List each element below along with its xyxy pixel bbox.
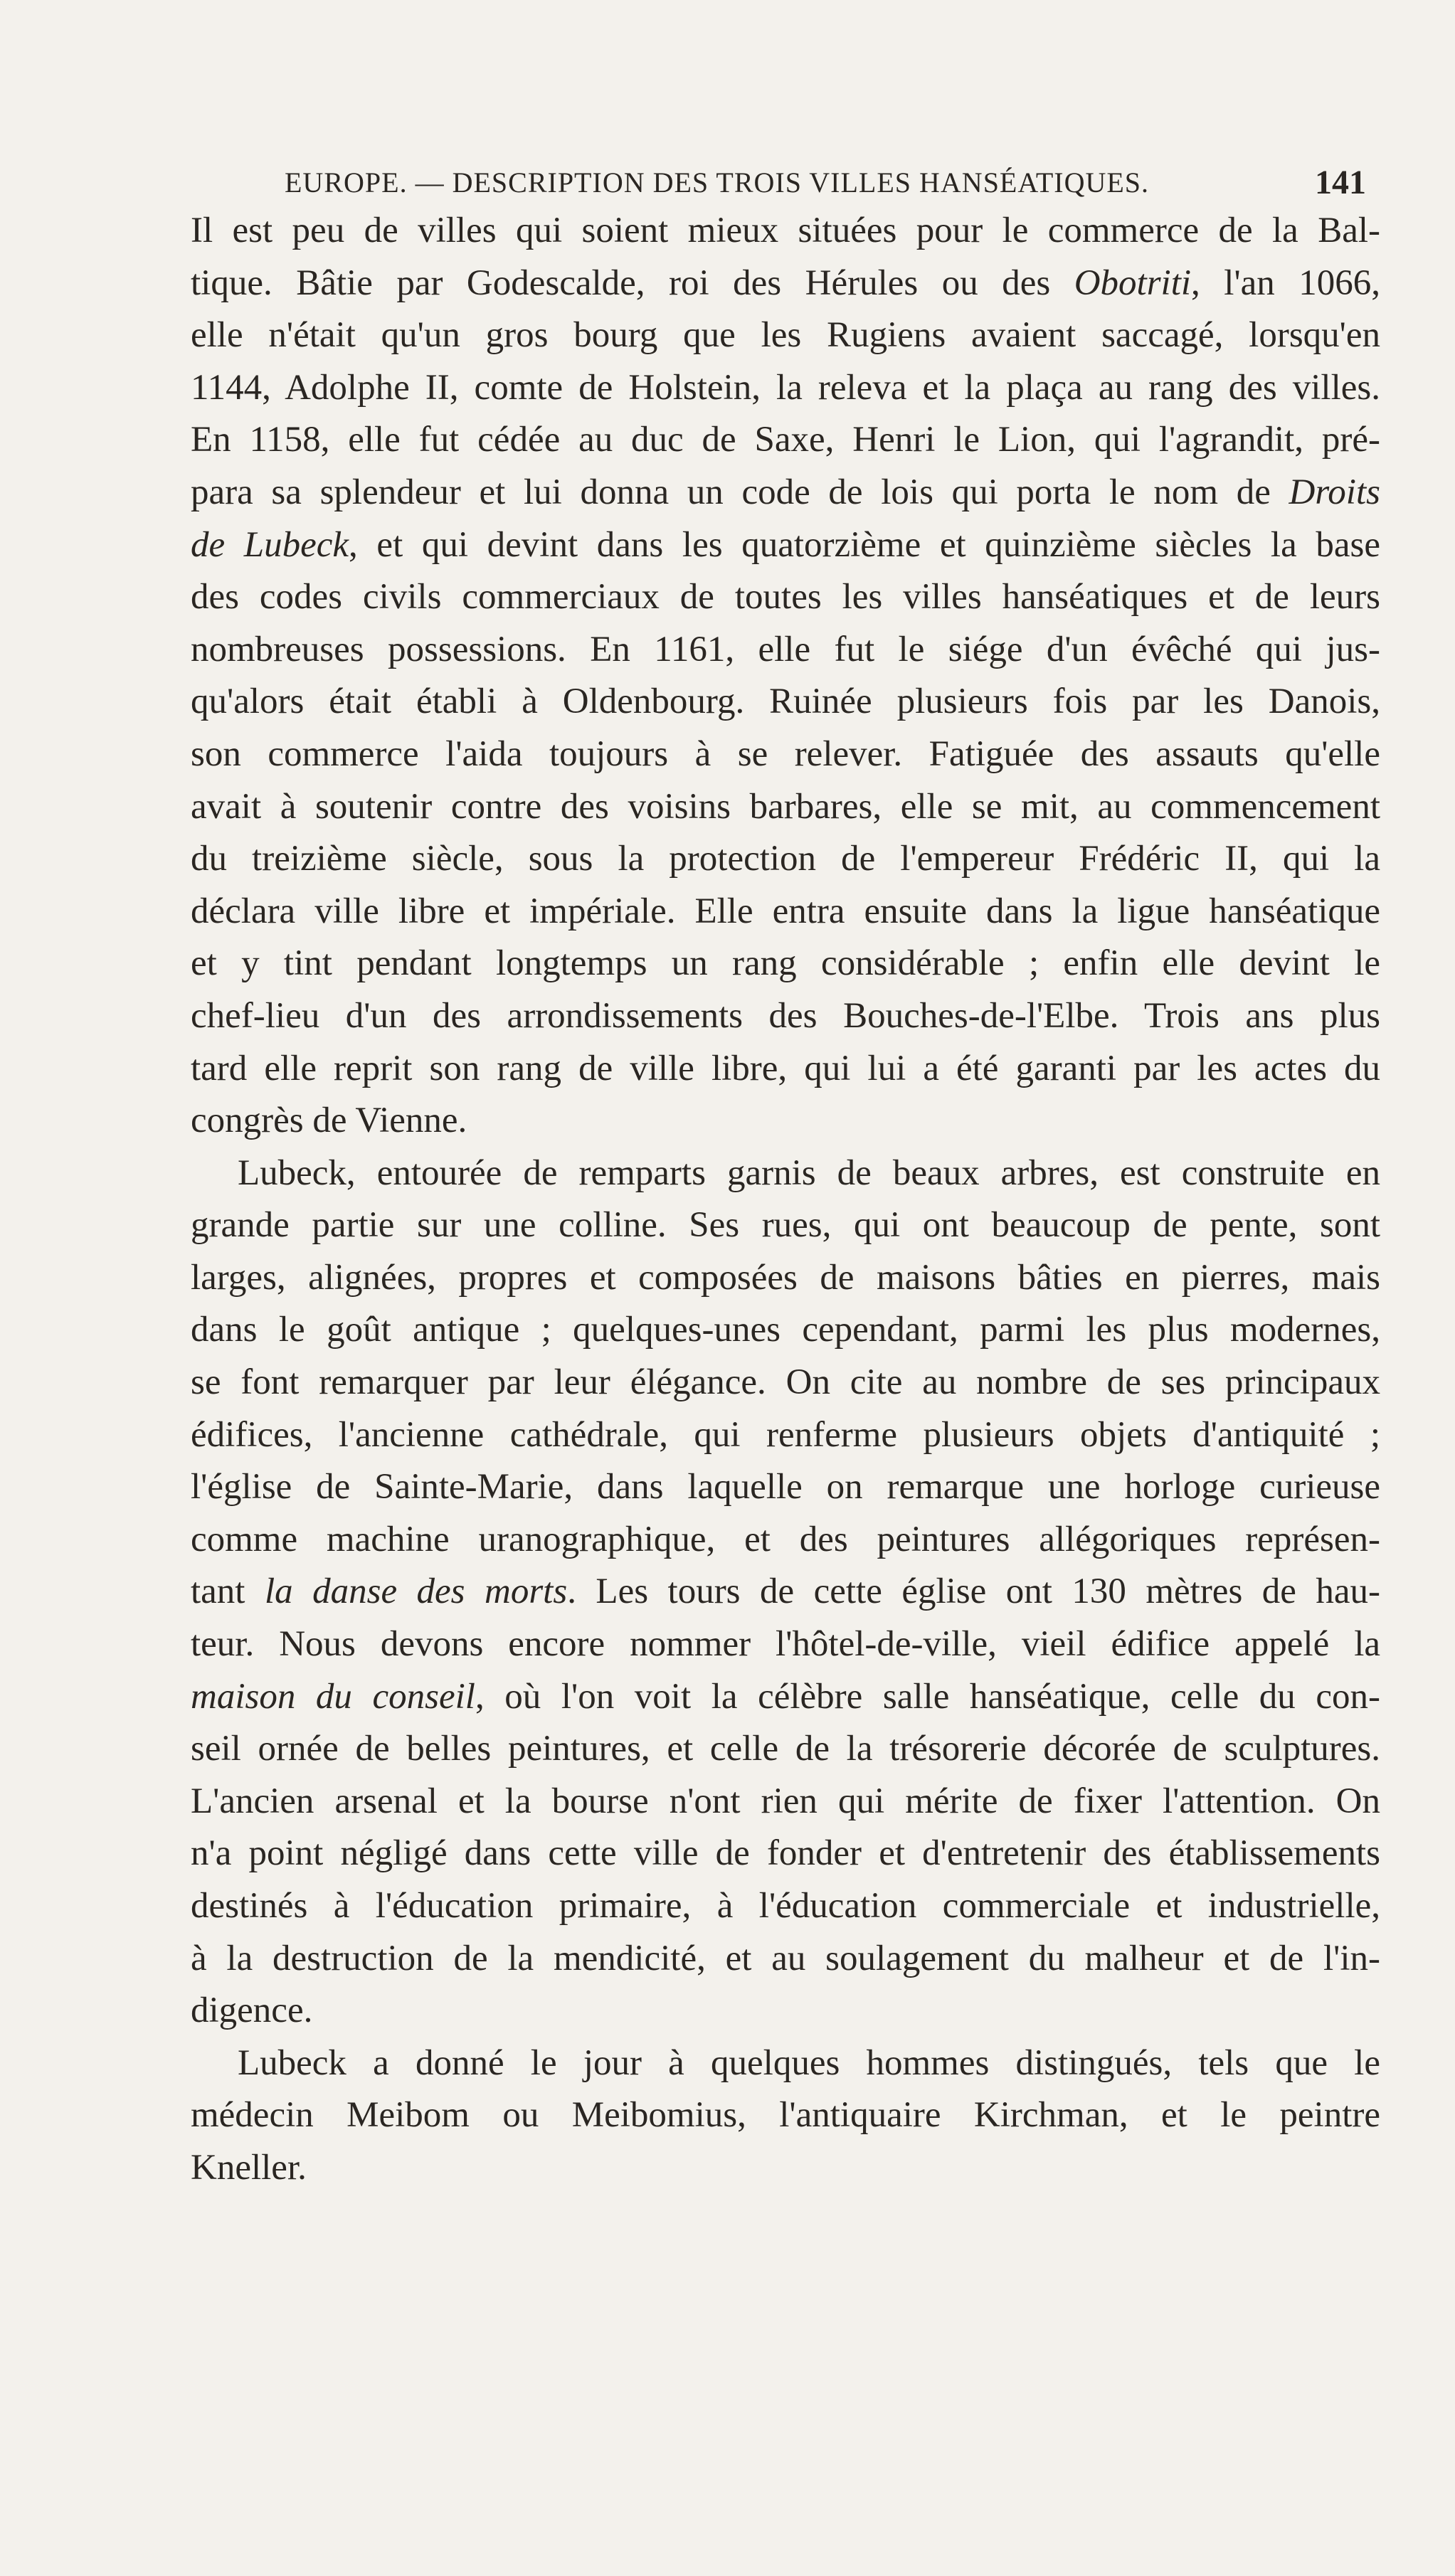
text-line: déclara ville libre et impériale. Elle entra ensuite dans la ligue hanséatique bbox=[191, 891, 1380, 931]
text-line: édifices, l'ancienne cathédrale, qui renferme plusieurs objets d'antiquité ; bbox=[191, 1414, 1380, 1455]
text-line: des codes civils commerciaux de toutes les villes hanséatiques et de leurs bbox=[191, 577, 1380, 618]
text-line bbox=[191, 519, 1380, 572]
text-line bbox=[191, 1566, 1380, 1618]
text-line: grande partie sur une colline. Ses rues, qui ont beaucoup de pente, sont bbox=[191, 1205, 1380, 1246]
text-run: para sa splendeur et lui donna un code de lois qui porta le nom de bbox=[191, 472, 1271, 512]
italic-term: maison du conseil bbox=[191, 1676, 475, 1717]
paragraph-lubeck-notables bbox=[191, 2037, 1380, 2195]
page-number: 141 bbox=[1315, 164, 1366, 201]
text-line: teur. Nous devons encore nommer l'hôtel-de-ville, vieil édifice appelé la bbox=[191, 1624, 1380, 1665]
text-run: tique. Bâtie par Godescalde, roi des Hérules ou des bbox=[191, 263, 1051, 303]
text-line: se font remarquer par leur élégance. On cite au nombre de ses principaux bbox=[191, 1362, 1380, 1403]
text-line: 1144, Adolphe II, comte de Holstein, la releva et la plaça au rang des villes. bbox=[191, 367, 1380, 408]
text-run: , l'an 1066, bbox=[1191, 263, 1380, 303]
text-run: , où l'on voit la célèbre salle hanséatique, celle du con- bbox=[475, 1676, 1380, 1717]
text-line: avait à soutenir contre des voisins barbares, elle se mit, au commencement bbox=[191, 786, 1380, 827]
text-line bbox=[191, 1671, 1380, 1724]
text-line: Kneller. bbox=[191, 2147, 307, 2188]
italic-term: Obotriti bbox=[1074, 263, 1192, 303]
text-line: tard elle reprit son rang de ville libre, qui lui a été garanti par les actes du bbox=[191, 1048, 1380, 1088]
page-header bbox=[285, 158, 1366, 208]
italic-term: la danse des morts bbox=[264, 1571, 568, 1612]
text-line: congrès de Vienne. bbox=[191, 1101, 467, 1141]
text-line: médecin Meibom ou Meibomius, l'antiquaire Kirchman, et le peintre bbox=[191, 2095, 1380, 2136]
running-title: EUROPE. — DESCRIPTION DES TROIS VILLES HANSÉATIQUES. bbox=[285, 166, 1150, 198]
text-line: Lubeck, entourée de remparts garnis de beaux arbres, est construite en bbox=[238, 1152, 1380, 1193]
text-line: destinés à l'éducation primaire, à l'éducation commerciale et industrielle, bbox=[191, 1886, 1380, 1926]
text-line bbox=[191, 258, 1380, 310]
text-line: elle n'était qu'un gros bourg que les Rugiens avaient saccagé, lorsqu'en bbox=[191, 315, 1380, 356]
text-line: Lubeck a donné le jour à quelques hommes distingués, tels que le bbox=[238, 2042, 1380, 2083]
text-line: l'église de Sainte-Marie, dans laquelle on remarque une horloge curieuse bbox=[191, 1467, 1380, 1507]
text-line: du treizième siècle, sous la protection de l'empereur Frédéric II, qui la bbox=[191, 839, 1380, 879]
text-line: seil ornée de belles peintures, et celle de la trésorerie décorée de sculptures. bbox=[191, 1729, 1380, 1769]
text-line: n'a point négligé dans cette ville de fonder et d'entretenir des établissements bbox=[191, 1833, 1380, 1874]
text-line: dans le goût antique ; quelques-unes cependant, parmi les plus modernes, bbox=[191, 1310, 1380, 1350]
text-line: larges, alignées, propres et composées de maisons bâties en pierres, mais bbox=[191, 1257, 1380, 1298]
italic-term: de Lubeck bbox=[191, 524, 349, 565]
text-line: nombreuses possessions. En 1161, elle fut le siége d'un évêché qui jus- bbox=[191, 629, 1380, 669]
text-line: à la destruction de la mendicité, et au soulagement du malheur et de l'in- bbox=[191, 1938, 1380, 1978]
text-line: Il est peu de villes qui soient mieux situées pour le commerce de la Bal- bbox=[191, 211, 1380, 250]
text-run: tant bbox=[191, 1571, 245, 1612]
text-run: , et qui devint dans les quatorzième et quinzième siècles la base bbox=[349, 524, 1380, 565]
text-line: chef-lieu d'un des arrondissements des Bouches-de-l'Elbe. Trois ans plus bbox=[191, 995, 1380, 1036]
body-text bbox=[191, 205, 1380, 2195]
paragraph-lubeck-history bbox=[191, 205, 1380, 1147]
italic-term: Droits bbox=[1289, 472, 1380, 512]
text-run: . Les tours de cette église ont 130 mètres de hau- bbox=[567, 1571, 1380, 1612]
text-line: L'ancien arsenal et la bourse n'ont rien qui mérite de fixer l'attention. On bbox=[191, 1781, 1380, 1821]
text-line bbox=[191, 467, 1380, 519]
paragraph-lubeck-description bbox=[191, 1147, 1380, 2037]
text-line: digence. bbox=[191, 1991, 313, 2031]
text-line: son commerce l'aida toujours à se relever. Fatiguée des assauts qu'elle bbox=[191, 733, 1380, 774]
text-line: En 1158, elle fut cédée au duc de Saxe, Henri le Lion, qui l'agrandit, pré- bbox=[191, 420, 1380, 460]
text-line: qu'alors était établi à Oldenbourg. Ruinée plusieurs fois par les Danois, bbox=[191, 682, 1380, 722]
text-line: et y tint pendant longtemps un rang considérable ; enfin elle devint le bbox=[191, 943, 1380, 984]
text-line: comme machine uranographique, et des peintures allégoriques représen- bbox=[191, 1519, 1380, 1559]
